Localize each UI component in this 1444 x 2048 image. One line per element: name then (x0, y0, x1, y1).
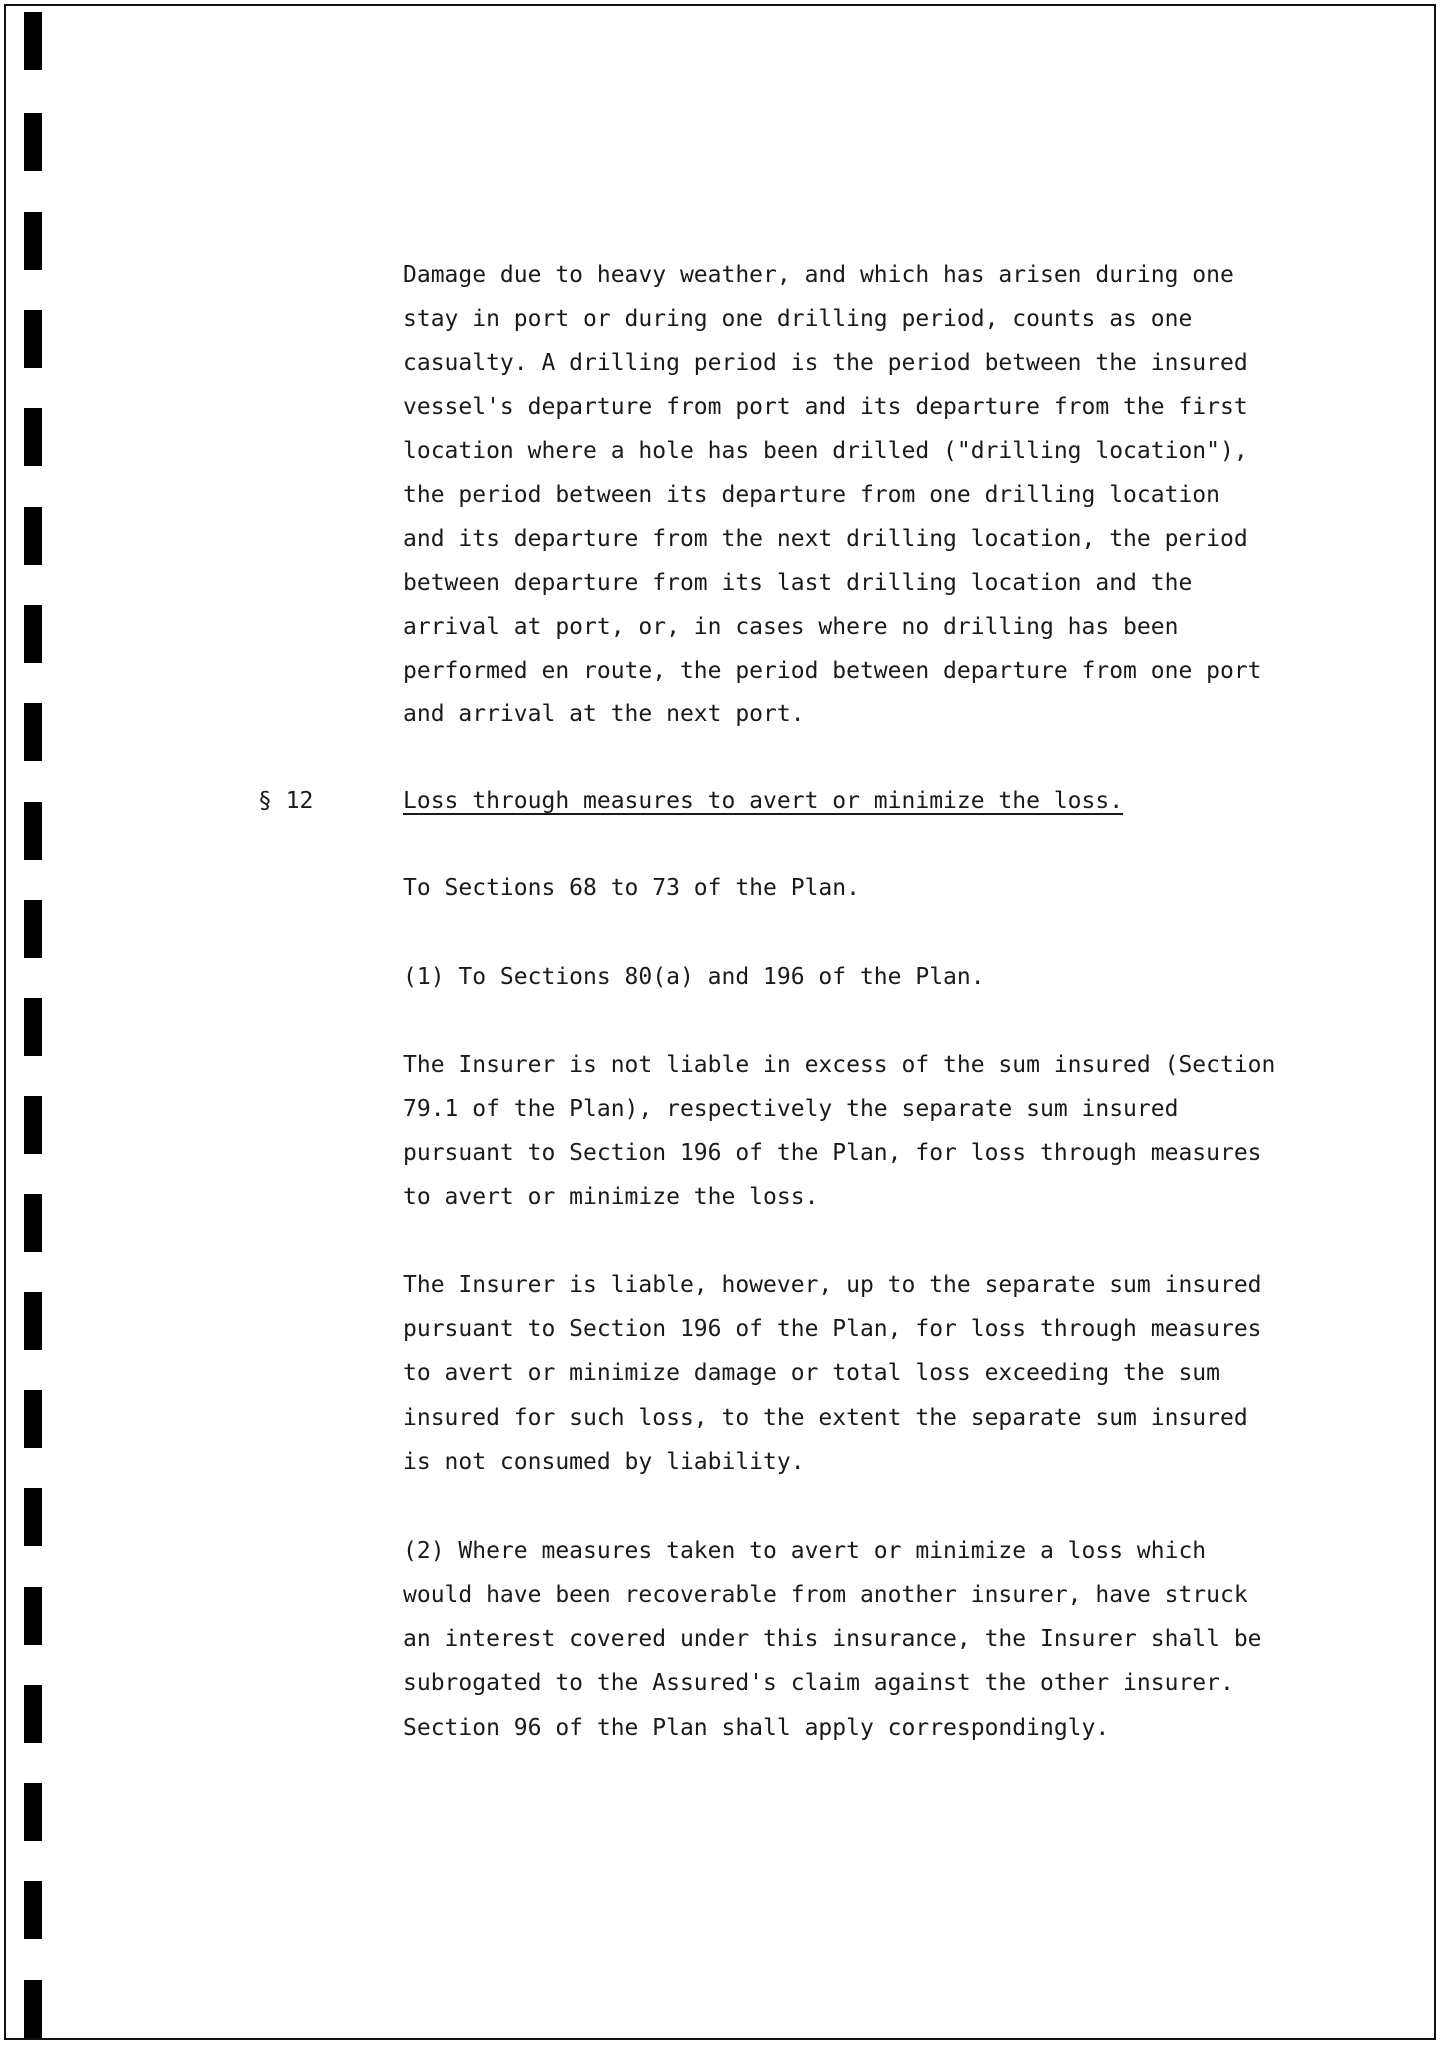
text-line: is not consumed by liability. (403, 1449, 805, 1475)
binding-hole (24, 1783, 42, 1841)
reference-line: (1) To Sections 80(a) and 196 of the Plan. (403, 964, 985, 990)
text-line: an interest covered under this insurance, the Insurer shall be (403, 1626, 1262, 1652)
text-line: insured for such loss, to the extent the separate sum insured (403, 1405, 1248, 1431)
text-line: and arrival at the next port. (403, 701, 805, 727)
text-line: to avert or minimize damage or total loss exceeding the sum (403, 1360, 1220, 1386)
text-line: and its departure from the next drilling location, the period (403, 526, 1248, 552)
text-line: the period between its departure from one drilling location (403, 482, 1220, 508)
binding-hole (24, 310, 42, 368)
binding-hole (24, 507, 42, 565)
text-line: The Insurer is not liable in excess of the sum insured (Section (403, 1052, 1276, 1078)
text-line: 79.1 of the Plan), respectively the separate sum insured (403, 1096, 1179, 1122)
binding-hole (24, 1194, 42, 1252)
binding-hole (24, 12, 42, 70)
text-line: pursuant to Section 196 of the Plan, for loss through measures (403, 1140, 1262, 1166)
section-heading: Loss through measures to avert or minimize the loss. (403, 788, 1124, 814)
text-line: location where a hole has been drilled ("drilling location"), (403, 438, 1248, 464)
binding-hole (24, 1096, 42, 1154)
text-line: Damage due to heavy weather, and which has arisen during one (403, 262, 1234, 288)
binding-hole (24, 802, 42, 860)
binding-hole (24, 1390, 42, 1448)
binding-hole (24, 1587, 42, 1645)
reference-line: To Sections 68 to 73 of the Plan. (403, 875, 860, 901)
section-number: § 12 (258, 788, 314, 814)
text-line: arrival at port, or, in cases where no drilling has been (403, 614, 1179, 640)
text-line: vessel's departure from port and its departure from the first (403, 394, 1248, 420)
text-line: would have been recoverable from another insurer, have struck (403, 1582, 1248, 1608)
binding-hole (24, 998, 42, 1056)
text-line: pursuant to Section 196 of the Plan, for loss through measures (403, 1316, 1262, 1342)
text-line: (2) Where measures taken to avert or minimize a loss which (403, 1538, 1207, 1564)
text-line: performed en route, the period between departure from one port (403, 658, 1262, 684)
binding-hole (24, 703, 42, 761)
binding-hole (24, 900, 42, 958)
binding-hole (24, 113, 42, 171)
text-line: The Insurer is liable, however, up to the separate sum insured (403, 1272, 1262, 1298)
text-line: Section 96 of the Plan shall apply correspondingly. (403, 1715, 1110, 1741)
text-line: subrogated to the Assured's claim against the other insurer. (403, 1670, 1234, 1696)
binding-hole (24, 1685, 42, 1743)
binding-hole (24, 408, 42, 466)
binding-hole (24, 605, 42, 663)
text-line: between departure from its last drilling location and the (403, 570, 1193, 596)
binding-hole (24, 1488, 42, 1546)
binding-hole (24, 1980, 42, 2038)
text-line: stay in port or during one drilling period, counts as one (403, 306, 1193, 332)
text-line: casualty. A drilling period is the period between the insured (403, 350, 1248, 376)
text-line: to avert or minimize the loss. (403, 1184, 819, 1210)
binding-hole (24, 212, 42, 270)
binding-hole (24, 1292, 42, 1350)
binding-hole (24, 1881, 42, 1939)
